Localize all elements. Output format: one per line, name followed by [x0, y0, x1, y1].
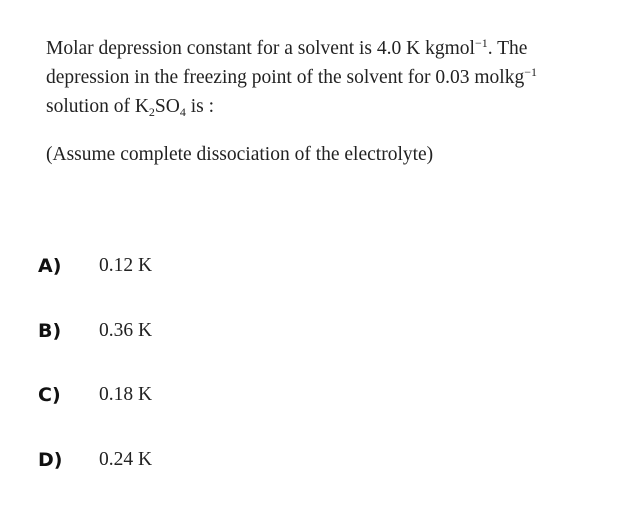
answer-options: [38, 249, 578, 507]
question-text-part-5: is :: [185, 96, 215, 117]
option-value: 0.12 K: [99, 255, 153, 276]
question-note: (Assume complete dissociation of the electrolyte): [46, 144, 434, 165]
option-a[interactable]: [38, 249, 578, 314]
option-c[interactable]: [38, 378, 578, 443]
option-value: 0.36 K: [99, 319, 153, 341]
option-b[interactable]: [38, 314, 578, 379]
option-d[interactable]: [38, 443, 578, 508]
question-exponent-1: −1: [474, 36, 488, 50]
option-letter: B): [38, 319, 62, 342]
question-subscript-1: 2: [148, 105, 155, 119]
option-letter: A): [38, 255, 62, 277]
option-letter: C): [38, 384, 61, 406]
question-text-part-4: SO: [154, 96, 180, 117]
question-text-part-1: Molar depression constant for a solvent is 4.0 K kgmol: [46, 38, 475, 59]
option-letter: D): [38, 448, 63, 471]
question-block: [46, 34, 594, 169]
question-text-part-3: solution of K: [46, 96, 149, 117]
question-subscript-2: 4: [179, 105, 186, 119]
question-exponent-2: −1: [524, 65, 537, 79]
question-stem: [46, 34, 594, 121]
option-value: 0.24 K: [99, 448, 153, 470]
option-value: 0.18 K: [99, 384, 153, 405]
question-text-part-2: . The depression in the freezing point of the solvent for 0.03 molkg: [46, 38, 528, 88]
